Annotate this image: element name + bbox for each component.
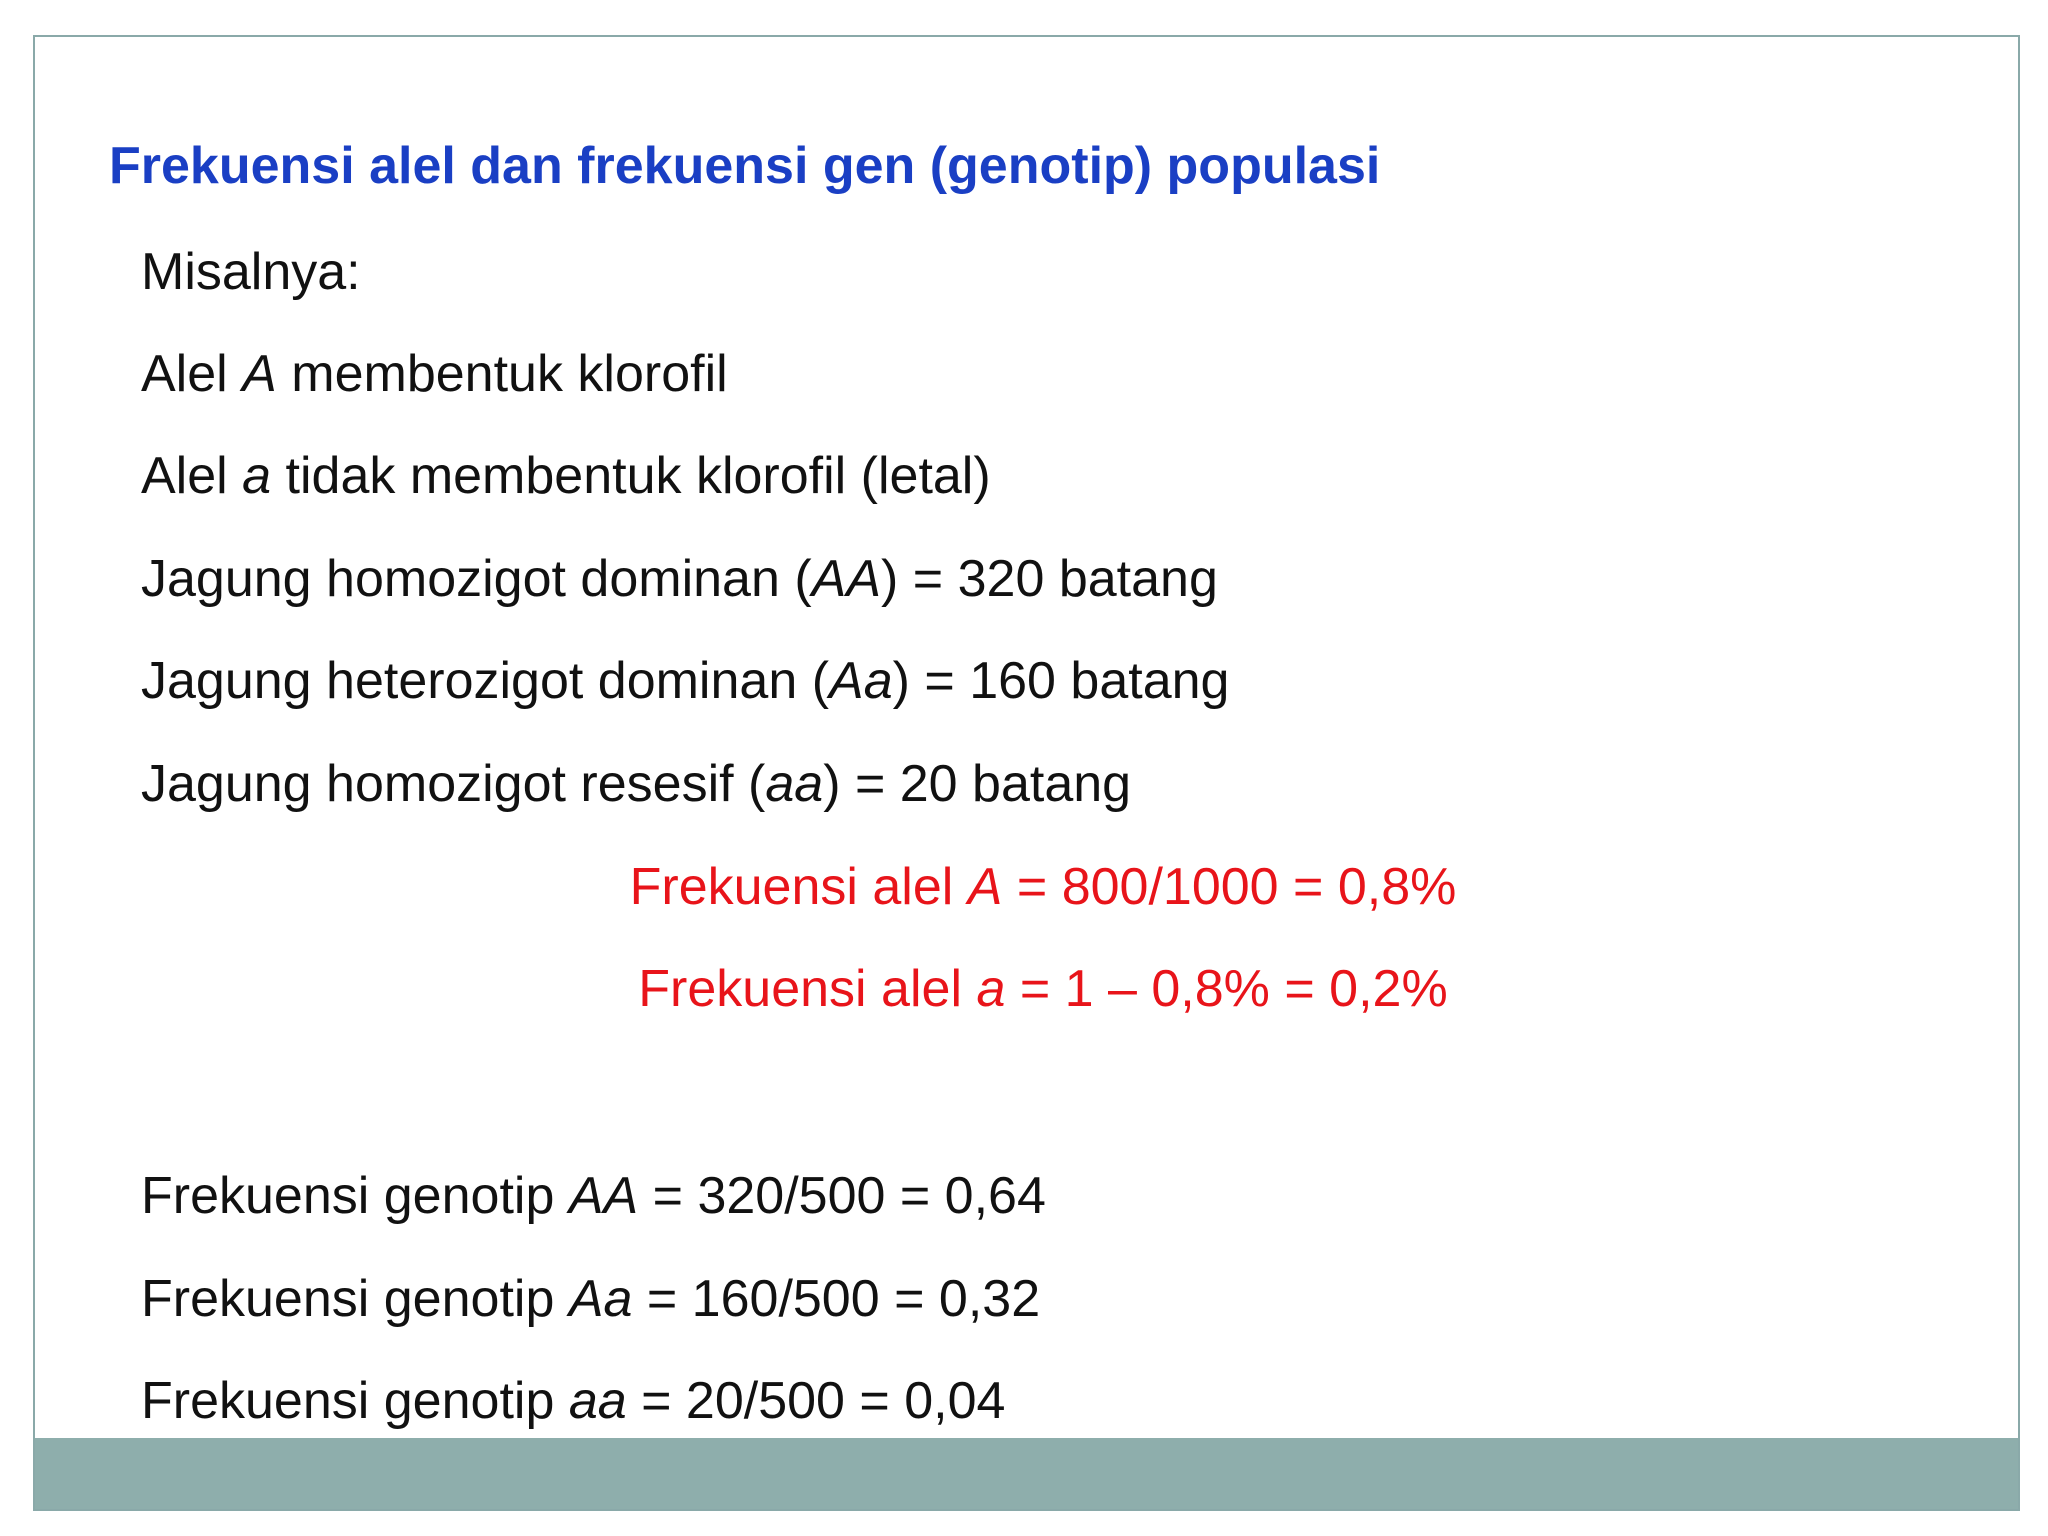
- allele-A-suffix: membentuk klorofil: [276, 345, 728, 403]
- homozygous-recessive-prefix: Jagung homozigot resesif (: [141, 755, 766, 813]
- footer-band: [35, 1438, 2018, 1509]
- heterozygous-dominant-prefix: Jagung heterozigot dominan (: [141, 652, 830, 710]
- allele-a-symbol: a: [242, 447, 272, 505]
- intro-text: Misalnya:: [141, 243, 361, 301]
- freq-genotype-aa-line: [141, 1372, 1006, 1430]
- freq-allele-A-line: [543, 858, 1543, 916]
- freq-genotype-aa-symbol: aa: [568, 1372, 627, 1430]
- freq-genotype-AA-suffix: = 320/500 = 0,64: [638, 1167, 1046, 1225]
- freq-genotype-AA-symbol: AA: [568, 1167, 639, 1225]
- allele-a-line: [141, 447, 991, 505]
- freq-genotype-AA-line: [141, 1167, 1046, 1225]
- homozygous-dominant-prefix: Jagung homozigot dominan (: [141, 550, 812, 608]
- homozygous-dominant-line: [141, 550, 1218, 608]
- allele-A-line: [141, 345, 728, 403]
- freq-genotype-Aa-prefix: Frekuensi genotip: [141, 1270, 569, 1328]
- freq-genotype-aa-prefix: Frekuensi genotip: [141, 1372, 569, 1430]
- freq-genotype-AA-prefix: Frekuensi genotip: [141, 1167, 569, 1225]
- allele-A-prefix: Alel: [141, 345, 243, 403]
- freq-allele-a-symbol: a: [976, 960, 1006, 1018]
- allele-a-prefix: Alel: [141, 447, 243, 505]
- freq-genotype-Aa-line: [141, 1270, 1041, 1328]
- freq-genotype-aa-suffix: = 20/500 = 0,04: [626, 1372, 1006, 1430]
- homozygous-dominant-symbol: AA: [811, 550, 882, 608]
- freq-genotype-Aa-suffix: = 160/500 = 0,32: [632, 1270, 1041, 1328]
- allele-A-symbol: A: [242, 345, 277, 403]
- homozygous-recessive-symbol: aa: [765, 755, 824, 813]
- freq-allele-a-prefix: Frekuensi alel: [638, 960, 977, 1018]
- freq-allele-A-suffix: = 800/1000 = 0,8%: [1002, 858, 1457, 916]
- homozygous-recessive-suffix: ) = 20 batang: [823, 755, 1132, 813]
- freq-allele-A-symbol: A: [967, 858, 1003, 916]
- freq-allele-A-prefix: Frekuensi alel: [629, 858, 968, 916]
- allele-a-suffix: tidak membentuk klorofil (letal): [271, 447, 991, 505]
- freq-allele-a-suffix: = 1 – 0,8% = 0,2%: [1005, 960, 1448, 1018]
- homozygous-recessive-line: [141, 755, 1132, 813]
- heterozygous-dominant-symbol: Aa: [829, 652, 893, 710]
- homozygous-dominant-suffix: ) = 320 batang: [881, 550, 1218, 608]
- freq-allele-a-line: [543, 960, 1543, 1018]
- freq-genotype-Aa-symbol: Aa: [568, 1270, 633, 1328]
- heterozygous-dominant-suffix: ) = 160 batang: [892, 652, 1230, 710]
- heterozygous-dominant-line: [141, 652, 1230, 710]
- slide-title: Frekuensi alel dan frekuensi gen (genotip) populasi: [109, 137, 1381, 195]
